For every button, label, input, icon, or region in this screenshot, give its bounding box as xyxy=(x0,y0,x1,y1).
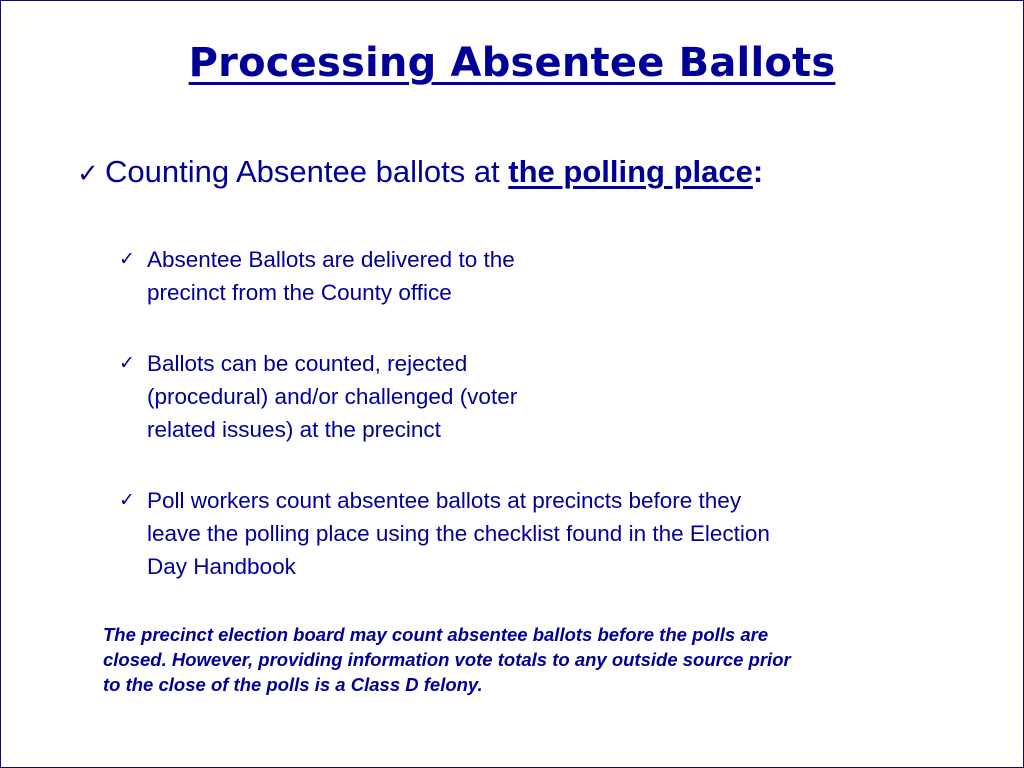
legal-note: The precinct election board may count absentee ballots before the polls are closed. However, providing information vote totals to any outside source prior to the close of the polls is a Class D felony. xyxy=(103,624,791,695)
checkmark-icon: ✓ xyxy=(77,159,99,189)
slide-title: Processing Absentee Ballots xyxy=(188,40,836,86)
checkmark-icon: ✓ xyxy=(119,489,135,511)
sub-bullet xyxy=(119,243,515,309)
sub-bullet-text: Ballots can be counted, rejected (procedural) and/or challenged (voter related issues) at the precinct xyxy=(147,351,518,442)
sub-bullet xyxy=(119,347,517,446)
main-bullet-text: Counting Absentee ballots at xyxy=(105,154,509,189)
main-bullet xyxy=(77,151,763,195)
checkmark-icon: ✓ xyxy=(119,352,135,374)
checkmark-icon: ✓ xyxy=(119,248,135,270)
main-bullet-emphasis: the polling place xyxy=(508,154,753,189)
sub-bullet-text: Poll workers count absentee ballots at precincts before they leave the polling place using the checklist found in the Election Day Handbook xyxy=(147,488,770,579)
sub-bullet-text: Absentee Ballots are delivered to the precinct from the County office xyxy=(147,247,515,305)
main-bullet-suffix: : xyxy=(752,154,764,189)
sub-bullet xyxy=(119,484,770,583)
